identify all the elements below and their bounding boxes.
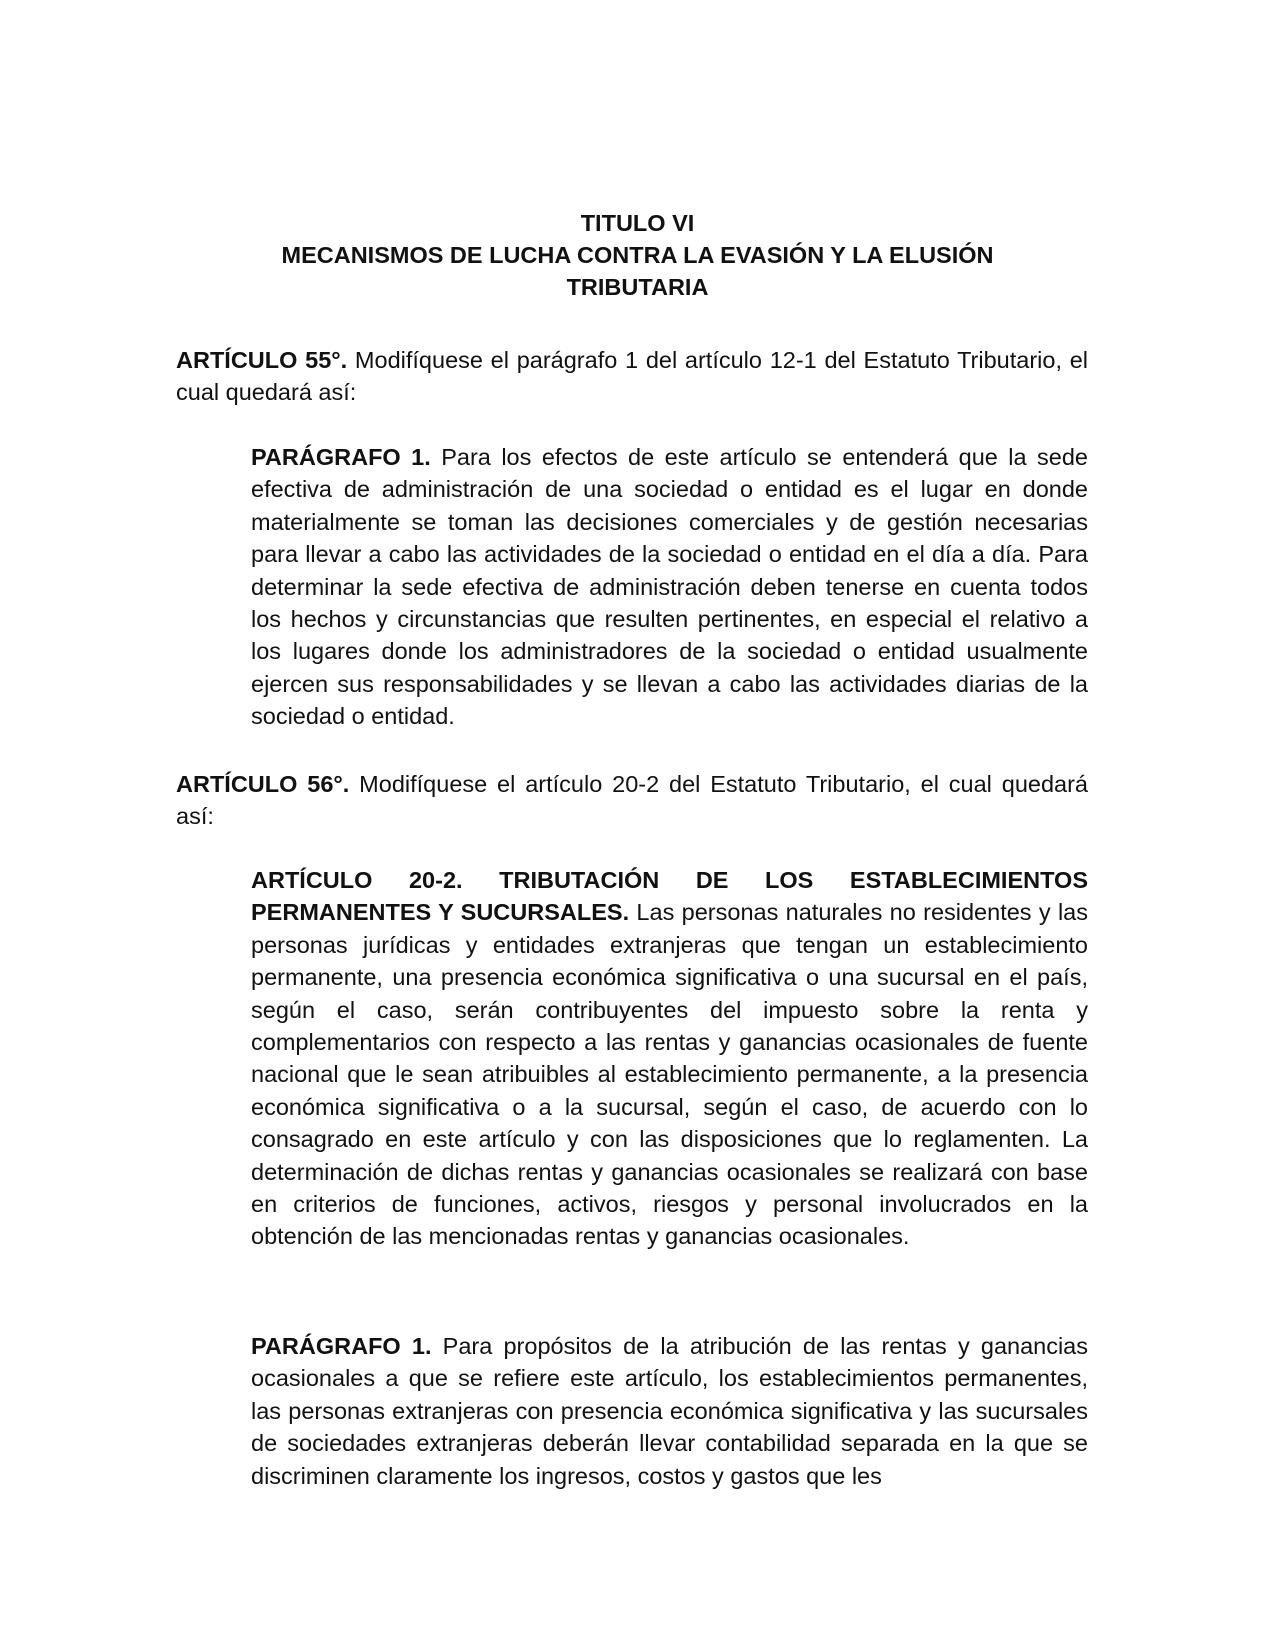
document-heading: [0, 207, 1275, 303]
articulo-55: [176, 344, 1088, 409]
paragrafo-1-articulo-20-2-label: PARÁGRAFO 1.: [251, 1333, 432, 1359]
articulo-20-2-text: Las personas naturales no residentes y las personas jurídicas y entidades extranjeras que tengan un establecimiento permanente, una presencia económica significativa o una sucursal en el país, según el caso, serán contribuyentes del impuesto sobre la renta y complementarios con respecto a las rentas y ganancias ocasionales de fuente nacional que le sean atribuibles al establecimiento permanente, a la presencia económica significativa o a la sucursal, según el caso, de acuerdo con lo consagrado en este artículo y con las disposiciones que lo reglamenten. La determinación de dichas rentas y ganancias ocasionales se realizará con base en criterios de funciones, activos, riesgos y personal involucrados en la obtención de las mencionadas rentas y ganancias ocasionales.: [251, 899, 1088, 1250]
articulo-56-text: Modifíquese el artículo 20-2 del Estatuto Tributario, el cual quedará así:: [176, 771, 1088, 830]
articulo-56-label: ARTÍCULO 56°.: [176, 771, 350, 797]
paragrafo-1-label: PARÁGRAFO 1.: [251, 444, 431, 470]
articulo-55-text: Modifíquese el parágrafo 1 del artículo 12-1 del Estatuto Tributario, el cual quedará así:: [176, 347, 1088, 406]
title-name-continued: TRIBUTARIA: [566, 274, 709, 300]
paragrafo-1-articulo-12-1: [251, 441, 1088, 733]
articulo-20-2: [251, 864, 1088, 1253]
title-name: MECANISMOS DE LUCHA CONTRA LA EVASIÓN Y LA ELUSIÓN: [281, 242, 994, 268]
title-number: TITULO VI: [580, 210, 695, 236]
articulo-56: [176, 768, 1088, 833]
paragrafo-1-text: Para los efectos de este artículo se entenderá que la sede efectiva de administración de una sociedad o entidad es el lugar en donde materialmente se toman las decisiones comerciales y de gestión necesarias para llevar a cabo las actividades de la sociedad o entidad en el día a día. Para determinar la sede efectiva de administración deben tenerse en cuenta todos los hechos y circunstancias que resulten pertinentes, en especial el relativo a los lugares donde los administradores de la sociedad o entidad usualmente ejercen sus responsabilidades y se llevan a cabo las actividades diarias de la sociedad o entidad.: [251, 444, 1088, 730]
paragrafo-1-articulo-20-2: [251, 1330, 1088, 1492]
articulo-55-label: ARTÍCULO 55°.: [176, 347, 348, 373]
paragrafo-1-articulo-20-2-text: Para propósitos de la atribución de las rentas y ganancias ocasionales a que se refiere este artículo, los establecimientos permanentes, las personas extranjeras con presencia económica significativa y las sucursales de sociedades extranjeras deberán llevar contabilidad separada en la que se discriminen claramente los ingresos, costos y gastos que les: [251, 1333, 1089, 1489]
articulo-20-2-label: ARTÍCULO 20-2. TRIBUTACIÓN DE LOS ESTABLECIMIENTOS PERMANENTES Y SUCURSALES.: [251, 867, 1088, 926]
